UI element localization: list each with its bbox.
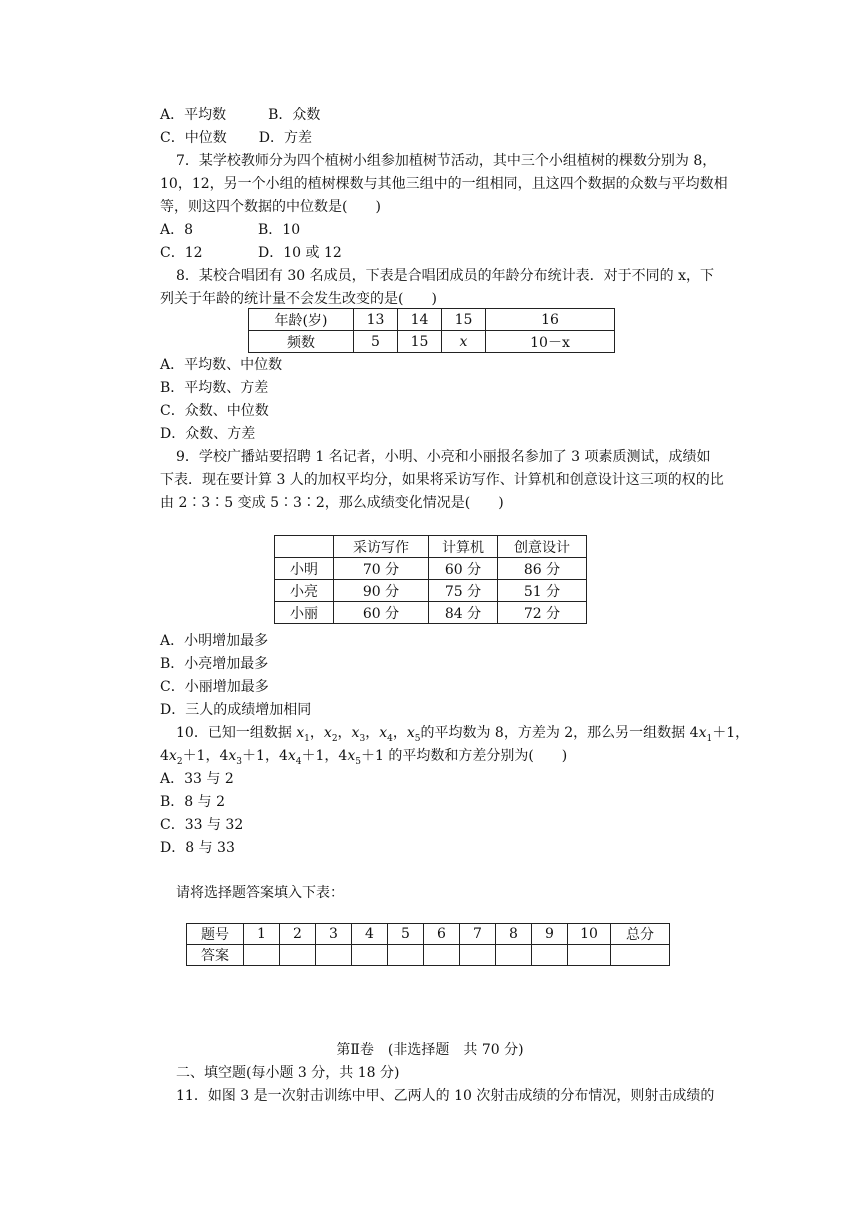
- q7-option-b: B．10: [258, 222, 301, 238]
- q7-stem-line3: 等，则这四个数据的中位数是( ): [160, 199, 381, 215]
- q6-option-d: D．方差: [258, 130, 312, 146]
- q9-header-cell: 采访写作: [334, 536, 429, 558]
- q8-age-cell: 16: [486, 309, 615, 331]
- q9-name-cell: 小亮: [275, 580, 334, 602]
- q10-option-c: C．33 与 32: [160, 817, 244, 833]
- q6-option-c: C．中位数: [160, 130, 227, 146]
- q7-stem-line1: 7．某学校教师分为四个植树小组参加植树节活动，其中三个小组植树的棵数分别为 8，: [176, 153, 717, 169]
- q9-option-a: A．小明增加最多: [160, 633, 269, 649]
- q10-stem-line2: $4x_2+1$，$4x_3+1$，$4x_4+1$，$4x_5+1$ 的平均数和方差分别为( ): [160, 748, 568, 767]
- answer-blank-cell[interactable]: [424, 945, 460, 966]
- q7-option-c: C．12: [160, 245, 203, 261]
- q9-score-cell: 75 分: [429, 580, 498, 602]
- answer-blank-cell[interactable]: [316, 945, 352, 966]
- q9-row-xiaoli: [275, 602, 587, 624]
- q9-stem-line1: 9．学校广播站要招聘 1 名记者，小明、小亮和小丽报名参加了 3 项素质测试，成绩如: [176, 449, 711, 465]
- q8-age-row: [249, 309, 615, 331]
- q8-freq-cell: x: [442, 331, 486, 353]
- answer-total-cell[interactable]: [611, 945, 670, 966]
- q9-score-cell: 70 分: [334, 558, 429, 580]
- q8-option-b: B．平均数、方差: [160, 380, 269, 396]
- q9-score-cell: 72 分: [498, 602, 587, 624]
- answer-row-label: 答案: [187, 945, 244, 966]
- answer-blank-cell[interactable]: [352, 945, 388, 966]
- q8-age-cell: 14: [398, 309, 442, 331]
- q10-stem-line1: 10．已知一组数据 $x_1$，$x_2$，$x_3$，$x_4$，$x_5$的平均数为 8，方差为 2，那么另一组数据 $4x_1+1$，: [176, 725, 750, 744]
- q6-options-row1: [160, 104, 320, 126]
- q9-option-b: B．小亮增加最多: [160, 656, 269, 672]
- answer-blank-cell[interactable]: [460, 945, 496, 966]
- q9-header-cell: [275, 536, 334, 558]
- q9-name-cell: 小明: [275, 558, 334, 580]
- q6-option-a: A．平均数: [160, 107, 227, 123]
- answer-number-cell: 3: [316, 924, 352, 945]
- q7-options-row1: [160, 219, 300, 241]
- q8-freq-row: [249, 331, 615, 353]
- q10-stem-end: 的平均数和方差分别为( ): [388, 748, 568, 764]
- answer-number-cell: 6: [424, 924, 460, 945]
- q10-option-d: D．8 与 33: [160, 840, 235, 856]
- answer-table: [186, 923, 670, 966]
- q9-score-table: [274, 535, 587, 624]
- answer-number-label: 题号: [187, 924, 244, 945]
- q9-row-xiaoming: [275, 558, 587, 580]
- q11-stem-line1: 11．如图 3 是一次射击训练中甲、乙两人的 10 次射击成绩的分布情况，则射击成绩的: [176, 1088, 715, 1104]
- answer-number-cell: 5: [388, 924, 424, 945]
- answer-number-cell: 2: [280, 924, 316, 945]
- answer-blank-cell[interactable]: [388, 945, 424, 966]
- q9-header-cell: 计算机: [429, 536, 498, 558]
- answer-blank-cell[interactable]: [280, 945, 316, 966]
- q8-stem-line1: 8．某校合唱团有 30 名成员，下表是合唱团成员的年龄分布统计表．对于不同的 x，下: [176, 268, 714, 284]
- q9-option-d: D．三人的成绩增加相同: [160, 702, 312, 718]
- q8-freq-cell: 10－x: [486, 331, 615, 353]
- answer-blank-cell[interactable]: [568, 945, 611, 966]
- answer-blank-cell[interactable]: [496, 945, 532, 966]
- q9-score-cell: 60 分: [429, 558, 498, 580]
- q9-name-cell: 小丽: [275, 602, 334, 624]
- q9-stem-line2: 下表．现在要计算 3 人的加权平均分，如果将采访写作、计算机和创意设计这三项的权的比: [160, 472, 724, 488]
- q10-option-b: B．8 与 2: [160, 794, 226, 810]
- answer-blank-row: [187, 945, 670, 966]
- q6-option-b: B．众数: [268, 107, 321, 123]
- section2-title: 第Ⅱ卷 (非选择题 共 70 分): [336, 1042, 524, 1058]
- answer-number-cell: 7: [460, 924, 496, 945]
- answer-number-cell: 8: [496, 924, 532, 945]
- q9-row-xiaoliang: [275, 580, 587, 602]
- q8-age-header: 年龄(岁): [249, 309, 354, 331]
- q10-stem-start: 10．已知一组数据: [176, 725, 297, 741]
- q8-age-cell: 15: [442, 309, 486, 331]
- q9-score-cell: 90 分: [334, 580, 429, 602]
- q10-stem-mid: 的平均数为 8，方差为 2，那么另一组数据: [420, 725, 690, 741]
- q8-freq-header: 频数: [249, 331, 354, 353]
- q8-option-d: D．众数、方差: [160, 426, 256, 442]
- answer-number-cell: 1: [244, 924, 280, 945]
- q9-option-c: C．小丽增加最多: [160, 679, 269, 695]
- q9-header-row: [275, 536, 587, 558]
- q9-score-cell: 86 分: [498, 558, 587, 580]
- answer-blank-cell[interactable]: [532, 945, 568, 966]
- q9-header-cell: 创意设计: [498, 536, 587, 558]
- q9-score-cell: 51 分: [498, 580, 587, 602]
- q8-freq-cell: 15: [398, 331, 442, 353]
- q8-age-cell: 13: [354, 309, 398, 331]
- q8-option-c: C．众数、中位数: [160, 403, 269, 419]
- q7-stem-line2: 10，12，另一个小组的植树棵数与其他三组中的一组相同，且这四个数据的众数与平均数相: [160, 176, 728, 192]
- answer-total-label: 总分: [611, 924, 670, 945]
- answer-number-cell: 10: [568, 924, 611, 945]
- q8-age-table: [248, 308, 615, 353]
- answer-prompt: 请将选择题答案填入下表：: [176, 885, 344, 901]
- answer-blank-cell[interactable]: [244, 945, 280, 966]
- answer-number-row: [187, 924, 670, 945]
- q8-freq-cell: 5: [354, 331, 398, 353]
- q7-option-d: D．10 或 12: [258, 245, 342, 261]
- q9-stem-line3: 由 2∶3∶5 变成 5∶3∶2，那么成绩变化情况是( ): [160, 495, 504, 511]
- q8-option-a: A．平均数、中位数: [160, 357, 283, 373]
- q9-score-cell: 84 分: [429, 602, 498, 624]
- q7-options-row2: [160, 242, 342, 264]
- q6-options-row2: [160, 127, 312, 149]
- q8-stem-line2: 列关于年龄的统计量不会发生改变的是( ): [160, 291, 437, 307]
- q10-option-a: A．33 与 2: [160, 771, 234, 787]
- answer-number-cell: 4: [352, 924, 388, 945]
- section2-heading: 二、填空题(每小题 3 分，共 18 分): [176, 1065, 400, 1081]
- answer-number-cell: 9: [532, 924, 568, 945]
- q9-score-cell: 60 分: [334, 602, 429, 624]
- q7-option-a: A．8: [160, 222, 194, 238]
